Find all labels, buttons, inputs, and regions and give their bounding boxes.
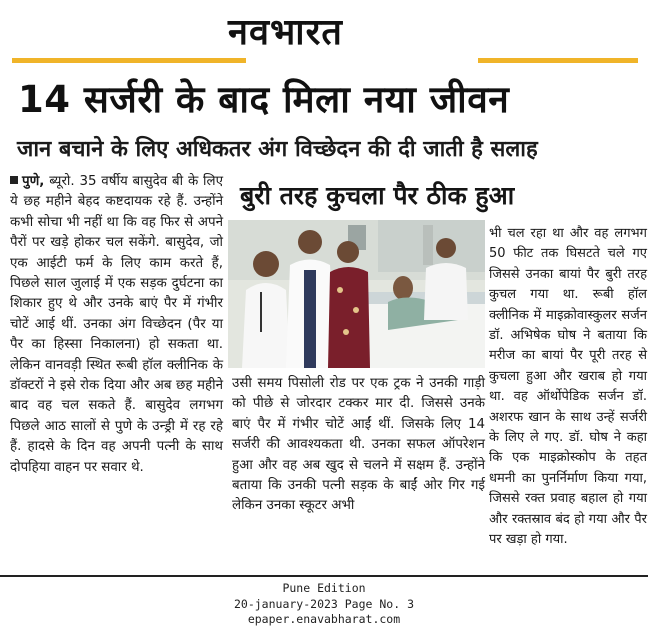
section-heading: बुरी तरह कुचला पैर ठीक हुआ — [240, 181, 515, 210]
article-headline: 14 सर्जरी के बाद मिला नया जीवन — [18, 78, 510, 121]
column-3-text: भी चल रहा था और वह लगभग 50 फीट तक घिसटते चले गए जिससे उनका बायां पैर बुरी तरह कुचल गया था. रूबी हॉल क्लीनिक में माइक्रोवास्कुलर सर्जन डॉ. अभिषेक घोष ने बताया कि मरीज का बायां पैर पूरी तरह से कुचला हुआ और खराब हो गया था. वह ऑर्थोपेडिक सर्जन डॉ. अशरफ खान के साथ उन्हें सर्जरी के लिए ले गए. डॉ. घोष ने कहा कि एक माइक्रोस्कोप के तहत धमनी का पुनर्निर्माण किया गया, जिससे रक्त प्रवाह बहाल हो गया और रक्तस्राव बंद हो गया और पैर पर खड़ा हो गया. — [489, 226, 647, 548]
column-2-text: उसी समय पिसोली रोड पर एक ट्रक ने उनकी गाड़ी को पीछे से जोरदार टक्कर मार दी. जिससे उनके बाएं पैर में गंभीर चोटें आईं थीं. जिसके लिए 14 सर्जरी की आवश्यकता थी. उनका सफल ऑपरेशन हुआ और वह अब खुद से चलने में सक्षम हैं. उन्होंने बताया कि उनकी पत्नी सड़क के बाईं ओर गिर गई लेकिन उनका स्कूटर अभी — [232, 376, 485, 514]
article-column-1 — [10, 172, 223, 478]
column-1-text: ब्यूरो. 35 वर्षीय बासुदेव बी के लिए ये छह महीने बेहद कष्टदायक रहे हैं. उन्होंने कभी सोचा भी नहीं था कि वह फिर से अपने पैरों पर खड़े होकर चल सकेंगे. बासुदेव, जो एक आईटी फर्म के लिए काम करते हैं, पिछले साल जुलाई में एक सड़क दुर्घटना का शिकार हुए थे और उनके बाएं पैर में गंभीर चोटें आई थीं. उनका अंग विच्छेदन (पैर या पैर का हिस्सा निकालना) हो सकता था. लेकिन वानवड़ी स्थित रूबी हॉल क्लीनिक के डॉक्टरों ने इसे रोक दिया और अब छह महीने बाद वह चल सकते हैं. बासुदेव लगभग पिछले आठ सालों से पुणे के उन्ड्री में रह रहे हैं. हादसे के दिन वह अपनी पत्नी के साथ दोपहिया वाहन पर सवार थे. — [10, 174, 223, 475]
article-subheadline: जान बचाने के लिए अधिकतर अंग विच्छेदन की दी जाती है सलाह — [17, 137, 538, 162]
footer-divider — [0, 575, 648, 577]
article-column-3 — [489, 224, 647, 551]
accent-bar-left — [12, 58, 246, 63]
footer-date-page: 20-january-2023 Page No. 3 — [233, 597, 414, 611]
bullet-square-icon — [10, 176, 18, 184]
accent-bar-right — [478, 58, 638, 63]
article-column-2 — [232, 374, 485, 517]
hospital-room-illustration — [228, 220, 485, 368]
newspaper-logo: नवभारत — [228, 12, 343, 53]
masthead — [0, 0, 648, 60]
footer-edition: Pune Edition — [282, 581, 366, 595]
footer-site: epaper.enavabharat.com — [247, 612, 401, 626]
article-photo — [228, 220, 485, 368]
dateline: पुणे, — [22, 174, 45, 189]
